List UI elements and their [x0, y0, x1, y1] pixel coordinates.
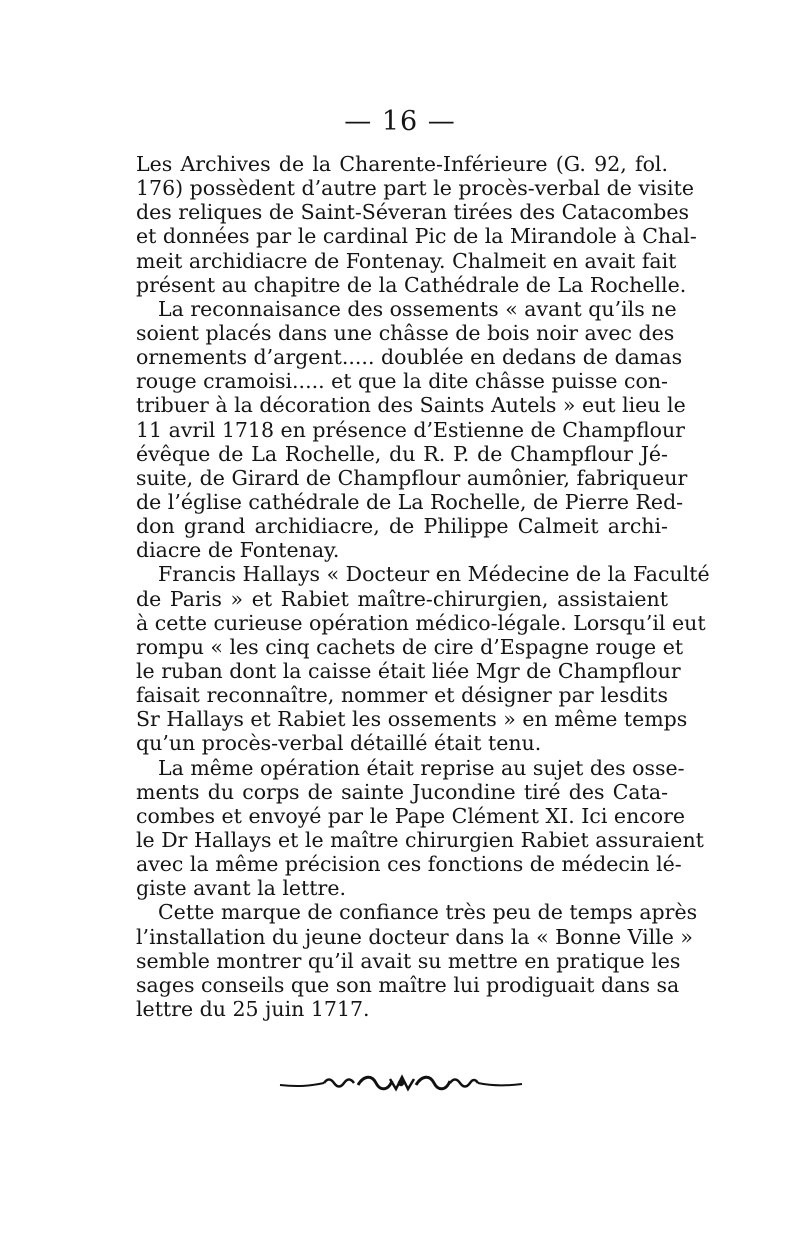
text-line: faisait reconnaître, nommer et désigner par lesdits — [136, 683, 668, 708]
text-line: diacre de Fontenay. — [136, 538, 340, 563]
text-line: sages conseils que son maître lui prodiguait dans sa — [136, 972, 680, 997]
page-number: — 16 — — [344, 106, 456, 137]
text-line: semble montrer qu’il avait su mettre en pratique les — [136, 948, 681, 973]
text-line: giste avant la lettre. — [136, 876, 346, 901]
text-line: La même opération était reprise au sujet des osse- — [158, 755, 685, 780]
text-line: meit archidiacre de Fontenay. Chalmeit en avait fait — [136, 248, 677, 273]
text-line: évêque de La Rochelle, du R. P. de Champflour Jé- — [136, 441, 668, 466]
text-line: 176) possèdent d’autre part le procès-verbal de visite — [136, 176, 694, 201]
text-line: le ruban dont la caisse était liée Mgr de Champflour — [136, 658, 681, 683]
text-line: Sr Hallays et Rabiet les ossements » en même temps — [136, 707, 688, 732]
text-line: suite, de Girard de Champflour aumônier, fabriqueur — [136, 465, 688, 490]
text-line: tribuer à la décoration des Saints Autels » eut lieu le — [136, 393, 686, 418]
body-text — [136, 152, 710, 1021]
text-line: La reconnaisance des ossements « avant qu’ils ne — [158, 296, 677, 321]
text-line: lettre du 25 juin 1717. — [136, 996, 370, 1021]
text-line: rompu « les cinq cachets de cire d’Espagne rouge et — [136, 634, 684, 659]
text-line: présent au chapitre de la Cathédrale de La Rochelle. — [136, 272, 687, 297]
text-line: soient placés dans une châsse de bois noir avec des — [136, 320, 675, 345]
text-line: l’installation du jeune docteur dans la « Bonne Ville » — [136, 924, 693, 949]
text-line: de l’église cathédrale de La Rochelle, de Pierre Red- — [136, 489, 684, 514]
text-line: de Paris » et Rabiet maître-chirurgien, assistaient — [136, 586, 668, 611]
text-line: des reliques de Saint-Séveran tirées des Catacombes — [136, 200, 690, 225]
text-line: don grand archidiacre, de Philippe Calmeit archi- — [136, 514, 668, 539]
text-line: Francis Hallays « Docteur en Médecine de la Faculté — [158, 562, 710, 587]
text-line: avec la même précision ces fonctions de médecin lé- — [136, 852, 682, 877]
text-line: qu’un procès-verbal détaillé était tenu. — [136, 731, 542, 756]
text-line: 11 avril 1718 en présence d’Estienne de Champflour — [136, 417, 685, 442]
text-line: et données par le cardinal Pic de la Mirandole à Chal- — [136, 224, 697, 249]
text-line: Les Archives de la Charente-Inférieure (G. 92, fol. — [136, 152, 668, 176]
text-line: rouge cramoisi..... et que la dite châsse puisse con- — [136, 369, 668, 394]
text-line: le Dr Hallays et le maître chirurgien Rabiet assuraient — [136, 827, 704, 852]
text-line: ornements d’argent..... doublée en dedans de damas — [136, 345, 683, 370]
text-line: Cette marque de confiance très peu de temps après — [158, 900, 698, 925]
text-line: combes et envoyé par le Pape Clément XI. Ici encore — [136, 803, 686, 828]
text-line: à cette curieuse opération médico-légale. Lorsqu’il eut — [136, 610, 706, 635]
tailpiece-ornament-icon — [278, 1073, 524, 1095]
text-line: ments du corps de sainte Jucondine tiré des Cata- — [136, 779, 668, 804]
